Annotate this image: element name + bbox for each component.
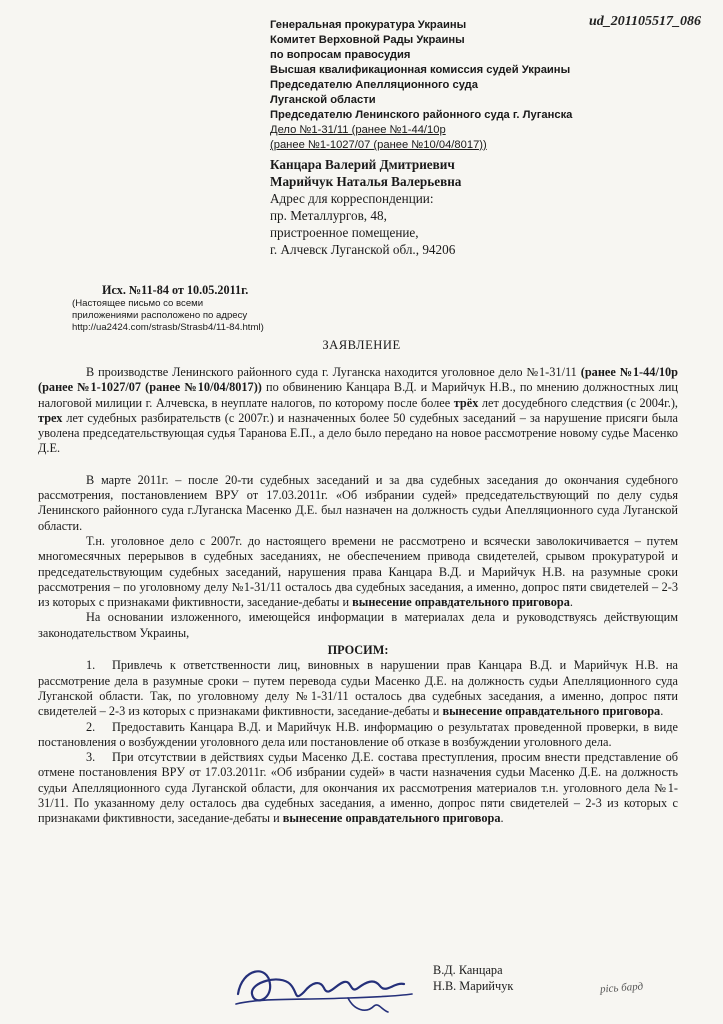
text-run: Предоставить Канцара В.Д. и Марийчук Н.В. информацию о результатах проведенной проверки, в виде постановления о возбуждении уголовного дела или постановление об отказе в возбуждении уголовного дела. <box>38 719 678 749</box>
text-run: . <box>660 704 664 719</box>
notice-url: http://ua2424.com/strasb/Strasb4/11-84.html) <box>72 322 264 333</box>
address-label: Адрес для корреспонденции: <box>270 191 434 206</box>
document-reference-code: ud_201105517_086 <box>588 14 701 29</box>
paragraph-case <box>38 365 678 457</box>
handwritten-signature <box>228 954 418 1020</box>
notice-line: приложениями расположено по адресу <box>72 310 248 321</box>
statement-body <box>38 365 678 827</box>
signatories <box>433 962 513 994</box>
sender-name: Канцара Валерий Дмитриевич <box>270 157 455 172</box>
addressee-line: по вопросам правосудия <box>270 49 411 61</box>
text-run: При отсутствии в действиях судьи Масенко Д.Е. состава преступления, просим внести представление об отмене постановления ВРУ от 17.03.2011г. «Об избрании судей» в части назначения судьи Масенко Д.Е. на должность судьи Апелляционного суда Луганской области, для окончания их рассмотрения материалов т.н. уголовного дела №1-31/11. По указанному делу осталось два судебных заседания, а именно, допрос пяти свидетелей – 2-3 из которых с признаками фиктивности, заседание-дебаты и <box>38 750 678 826</box>
text-run-bold: (ранее №1-44/10р (ранее №1-1027/07 (ранее №10/04/8017)) <box>38 365 679 395</box>
text-run: Привлечь к ответственности лиц, виновных в нарушении прав Канцара В.Д. и Марийчук Н.В. на рассмотрение дела в разумные сроки – путем перевода судьи Масенко Д.Е. на должность судьи Апелляционного суда Луганской области. Так, по уголовному делу №1-31/11 осталось два судебных заседания, а именно, допрос пяти свидетелей – 2-3 из которых с признаками фиктивности, заседание-дебаты и <box>38 658 678 719</box>
text-run: . <box>500 811 504 826</box>
text-run: по обвинению Канцара В.Д. и Марийчук Н.В., по мнению должностных лиц налоговой милиции г. Алчевска, в неуплате налогов, по которому после более <box>38 380 678 410</box>
text-run-bold: вынесение оправдательного приговора <box>442 704 661 719</box>
paragraph-basis: На основании изложенного, имеющейся информации в материалах дела и руководствуясь действующим законодательством Украины, <box>38 610 678 640</box>
address-line: пр. Металлургов, 48, <box>270 208 387 223</box>
text-run: В производстве Ленинского районного суда г. Луганска находится уголовное дело №1-31/11 <box>86 365 577 379</box>
text-run-bold: вынесение оправдательного приговора <box>352 595 570 610</box>
item-number: 1. <box>86 658 96 673</box>
signatory-name: Н.В. Марийчук <box>433 979 514 993</box>
handwritten-note: рісь бард <box>599 980 644 996</box>
address-line: пристроенное помещение, <box>270 225 419 240</box>
address-line: г. Алчевск Луганской обл., 94206 <box>270 242 456 257</box>
item-number: 2. <box>86 719 96 734</box>
item-number: 3. <box>86 750 96 765</box>
addressees-block <box>270 18 600 153</box>
case-number-line: (ранее №1-1027/07 (ранее №10/04/8017)) <box>270 139 487 151</box>
paragraph-appointment: В марте 2011г. – после 20-ти судебных заседаний и за два судебных заседания до окончания судебного рассмотрения, постановлением ВРУ от 17.03.2011г. «Об избрании судей» председательствующий по делу судья Ленинского районного суда г.Луганска Масенко Д.Е. был назначен на должность судьи Апелляционного суда Луганской области. <box>38 472 678 533</box>
case-number-line: Дело №1-31/11 (ранее №1-44/10р <box>270 124 446 136</box>
notice-line: (Настоящее письмо со всеми <box>72 298 204 309</box>
paragraph-delays <box>38 534 678 610</box>
text-run: лет судебных разбирательств (с 2007г.) и назначенных более 50 судебных заседаний – за нарушение присяги была уволена председательствующая судья Таранова Е.П., а дело было передано на новое рассмотрение новому судье Масенко Д.Е. <box>38 410 678 456</box>
sender-name: Марийчук Наталья Валерьевна <box>270 174 462 189</box>
text-run-bold: трёх <box>453 395 479 410</box>
sender-block <box>270 156 600 258</box>
addressee-line: Комитет Верховной Рады Украины <box>270 34 465 46</box>
request-heading: ПРОСИМ: <box>327 643 389 658</box>
addressee-line: Председателю Апелляционного суда <box>270 79 478 91</box>
outgoing-number: Исх. №11-84 от 10.05.2011г. <box>102 283 249 297</box>
request-item <box>38 720 678 751</box>
text-run: Т.н. уголовное дело с 2007г. до настоящего времени не рассмотрено и всячески заволокичивается – путем многомесячных перерывов в судебных заседаниях, не обеспечением привода свидетелей, срывом прокуратурой и председательствующим судебных заседаний, нарушения права Канцара В.Д. и Марийчук Н.В. на разумные сроки рассмотрения – по уголовному делу №1-31/11 осталось два судебных заседания, а именно, допрос пяти свидетелей – 2-3 из которых с признаками фиктивности, заседание-дебаты и <box>38 533 678 610</box>
text-run-bold: трех <box>38 410 63 425</box>
text-run: лет досудебного следствия (с 2004г.), <box>478 395 678 410</box>
online-notice <box>72 298 322 334</box>
addressee-line: Председателю Ленинского районного суда г. Луганска <box>270 109 573 121</box>
request-item <box>38 750 678 826</box>
request-item <box>38 658 678 719</box>
addressee-line: Генеральная прокуратура Украины <box>270 19 467 31</box>
signatory-name: В.Д. Канцара <box>433 963 503 977</box>
text-run-bold: вынесение оправдательного приговора <box>282 811 501 826</box>
text-run: . <box>569 595 573 610</box>
addressee-line: Высшая квалификационная комиссия судей Украины <box>270 64 571 76</box>
addressee-line: Луганской области <box>270 94 376 106</box>
document-title: ЗАЯВЛЕНИЕ <box>322 338 401 352</box>
